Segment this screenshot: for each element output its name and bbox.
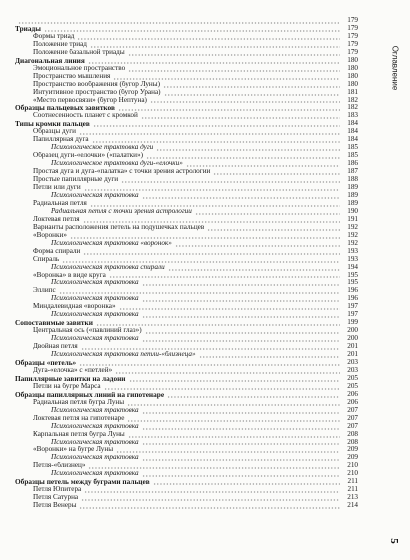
toc-entry[interactable] bbox=[15, 478, 358, 486]
toc-entry-page: 209 bbox=[347, 454, 358, 462]
toc-entry[interactable] bbox=[15, 41, 358, 49]
dot-leader bbox=[79, 129, 340, 135]
toc-entry[interactable] bbox=[15, 73, 358, 81]
toc-entry-title: Форма спирали bbox=[33, 247, 81, 255]
dot-leader bbox=[213, 169, 340, 175]
dot-leader bbox=[119, 304, 340, 310]
toc-entry-title: Центральная ось («павлиний глаз») bbox=[33, 327, 142, 335]
toc-entry-title: Интуитивное пространство (бугор Урана) bbox=[33, 88, 161, 96]
toc-entry-page: 209 bbox=[347, 446, 358, 454]
toc-entry-title: Психологическая трактовка bbox=[51, 438, 139, 446]
dot-leader bbox=[128, 66, 340, 72]
toc-entry-title: Психологическое трактовка дуги bbox=[51, 144, 154, 152]
toc-entry-page: 192 bbox=[347, 223, 358, 231]
toc-entry-page: 213 bbox=[347, 494, 358, 502]
toc-entry-page: 206 bbox=[347, 390, 358, 398]
toc-entry-page: 187 bbox=[347, 168, 358, 176]
toc-entry[interactable] bbox=[15, 168, 358, 176]
toc-entry-page: 195 bbox=[347, 279, 358, 287]
toc-entry[interactable] bbox=[15, 279, 358, 287]
toc-entry[interactable] bbox=[15, 486, 358, 494]
toc-entry-page: 194 bbox=[347, 263, 358, 271]
toc-entry[interactable] bbox=[15, 176, 358, 184]
toc-entry-title: Дуга-«елочка» с «петлей» bbox=[33, 366, 113, 374]
toc-entry-page: 200 bbox=[347, 327, 358, 335]
dot-leader bbox=[88, 58, 340, 64]
toc-entry[interactable] bbox=[15, 33, 358, 41]
toc-entry-title: Простые папиллярные дуги bbox=[33, 176, 119, 184]
toc-entry-title: Петля-«близнец» bbox=[33, 462, 86, 470]
dot-leader bbox=[207, 225, 340, 231]
toc-entry[interactable] bbox=[15, 272, 358, 280]
dot-leader bbox=[127, 400, 340, 406]
toc-entry[interactable] bbox=[15, 112, 358, 120]
dot-leader bbox=[93, 121, 340, 127]
dot-leader bbox=[90, 42, 340, 48]
toc-entry-title: Положение базальной триады bbox=[33, 48, 125, 56]
toc-entry-page: 179 bbox=[347, 32, 358, 40]
toc-entry-page: 201 bbox=[347, 351, 358, 359]
dot-leader bbox=[116, 447, 340, 453]
toc-entry-title: Эллипс bbox=[33, 287, 56, 295]
toc-entry-title: Образец дуги-«елочки» («палатки») bbox=[33, 152, 144, 160]
toc-entry[interactable] bbox=[15, 97, 358, 105]
toc-entry-page: 180 bbox=[347, 72, 358, 80]
toc-entry-page: 183 bbox=[347, 112, 358, 120]
toc-entry-page: 197 bbox=[347, 303, 358, 311]
toc-entry-title: Петля Венеры bbox=[33, 502, 77, 510]
toc-entry[interactable] bbox=[15, 502, 358, 510]
running-header bbox=[389, 18, 401, 118]
dot-leader bbox=[109, 272, 340, 278]
dot-leader bbox=[77, 34, 340, 40]
toc-entry[interactable] bbox=[15, 248, 358, 256]
dot-leader bbox=[84, 487, 340, 493]
toc-entry[interactable] bbox=[15, 359, 358, 367]
toc-entry-title: Формы триад bbox=[33, 32, 75, 40]
toc-entry[interactable] bbox=[15, 375, 358, 383]
toc-entry-page: 186 bbox=[347, 160, 358, 168]
toc-entry[interactable] bbox=[15, 160, 358, 168]
toc-entry-title: «Воронки» на бугре Луны bbox=[33, 446, 114, 454]
toc-entry[interactable] bbox=[15, 25, 358, 33]
dot-leader bbox=[118, 105, 340, 111]
toc-entry-page: 196 bbox=[347, 287, 358, 295]
dot-leader bbox=[18, 18, 340, 24]
toc-entry-page: 180 bbox=[347, 80, 358, 88]
toc-entry-page: 179 bbox=[347, 24, 358, 32]
toc-entry-title: Эмоциональное пространство bbox=[33, 64, 126, 72]
toc-entry-title: Радиальная петля с точки зрения астрологии bbox=[51, 207, 192, 215]
toc-entry[interactable] bbox=[15, 343, 358, 351]
toc-entry-title: Петля Юпитера bbox=[33, 486, 82, 494]
toc-entry[interactable] bbox=[15, 216, 358, 224]
dot-leader bbox=[142, 424, 340, 430]
toc-entry[interactable] bbox=[15, 89, 358, 97]
dot-leader bbox=[104, 384, 340, 390]
dot-leader bbox=[96, 320, 340, 326]
toc-entry-title: Двойная петля bbox=[33, 343, 78, 351]
toc-entry-page: 191 bbox=[347, 215, 358, 223]
toc-entry-title: Варианты расположения петель на подушечках пальцев bbox=[33, 223, 205, 231]
toc-entry[interactable] bbox=[15, 383, 358, 391]
toc-entry[interactable] bbox=[15, 391, 358, 399]
toc-entry-page: 214 bbox=[347, 502, 358, 510]
toc-entry[interactable] bbox=[15, 423, 358, 431]
toc-entry-page: 180 bbox=[347, 56, 358, 64]
toc-entry-page: 189 bbox=[347, 191, 358, 199]
toc-entry-page: 182 bbox=[347, 96, 358, 104]
toc-entry-title: Пространство мышления bbox=[33, 72, 111, 80]
dot-leader bbox=[129, 376, 340, 382]
dot-leader bbox=[195, 209, 340, 215]
toc-entry[interactable] bbox=[15, 351, 358, 359]
table-of-contents bbox=[15, 17, 358, 510]
toc-entry-title: Психологическая трактовка спирали bbox=[51, 263, 165, 271]
toc-entry-title: Психологическая трактовка петли-«близнеца» bbox=[51, 351, 196, 359]
toc-entry[interactable] bbox=[15, 128, 358, 136]
dot-leader bbox=[142, 193, 340, 199]
toc-entry-page: 184 bbox=[347, 120, 358, 128]
toc-entry-page: 190 bbox=[347, 207, 358, 215]
toc-entry[interactable] bbox=[15, 49, 358, 57]
dot-leader bbox=[88, 463, 340, 469]
toc-entry[interactable] bbox=[15, 367, 358, 375]
toc-entry[interactable] bbox=[15, 192, 358, 200]
toc-entry-page: 211 bbox=[347, 486, 358, 494]
toc-entry[interactable] bbox=[15, 454, 358, 462]
toc-entry-page: 207 bbox=[347, 406, 358, 414]
dot-leader bbox=[142, 439, 340, 445]
toc-entry-title: Психологическая трактовка bbox=[51, 295, 139, 303]
toc-entry[interactable] bbox=[15, 57, 358, 65]
toc-entry-title: Триады bbox=[15, 24, 41, 33]
dot-leader bbox=[150, 97, 340, 103]
toc-entry[interactable] bbox=[15, 431, 358, 439]
dot-leader bbox=[156, 145, 340, 151]
dot-leader bbox=[142, 455, 340, 461]
toc-entry[interactable] bbox=[15, 152, 358, 160]
dot-leader bbox=[128, 50, 340, 56]
toc-entry-page: 211 bbox=[347, 478, 358, 486]
toc-entry-page: 185 bbox=[347, 144, 358, 152]
dot-leader bbox=[128, 432, 340, 438]
toc-entry-title: Петли или дуги bbox=[33, 184, 81, 192]
dot-leader bbox=[142, 471, 340, 477]
toc-entry[interactable] bbox=[15, 184, 358, 192]
dot-leader bbox=[62, 257, 340, 263]
toc-entry[interactable] bbox=[15, 232, 358, 240]
dot-leader bbox=[79, 503, 340, 509]
toc-entry-page: 207 bbox=[347, 414, 358, 422]
toc-entry-page: 179 bbox=[347, 48, 358, 56]
dot-leader bbox=[199, 352, 340, 358]
toc-entry-title: Положение триад bbox=[33, 40, 87, 48]
toc-entry-title: «Место первосвязи» (бугор Нептуна) bbox=[33, 96, 147, 104]
toc-entry-page: 188 bbox=[347, 176, 358, 184]
toc-entry-title: Радиальная петля bbox=[33, 199, 87, 207]
toc-entry-page: 197 bbox=[347, 311, 358, 319]
toc-entry[interactable] bbox=[15, 446, 358, 454]
dot-leader bbox=[121, 177, 340, 183]
dot-leader bbox=[142, 312, 340, 318]
toc-entry[interactable] bbox=[15, 462, 358, 470]
toc-entry[interactable] bbox=[15, 264, 358, 272]
dot-leader bbox=[127, 416, 340, 422]
toc-entry-page: 205 bbox=[347, 374, 358, 382]
toc-entry-title: Локтевая петля на гипотенаре bbox=[33, 414, 125, 422]
toc-entry-title: Петля Сатурна bbox=[33, 494, 79, 502]
dot-leader bbox=[145, 328, 340, 334]
toc-entry-title: Психологическая трактовка bbox=[51, 335, 139, 343]
toc-entry-title: Спираль bbox=[33, 255, 60, 263]
toc-entry-page: 182 bbox=[347, 104, 358, 112]
toc-entry-page: 206 bbox=[347, 398, 358, 406]
dot-leader bbox=[142, 296, 340, 302]
toc-entry[interactable] bbox=[15, 439, 358, 447]
dot-leader bbox=[44, 26, 340, 32]
dot-leader bbox=[146, 153, 340, 159]
dot-leader bbox=[83, 217, 340, 223]
toc-entry[interactable] bbox=[15, 295, 358, 303]
toc-entry-title: Образцы петель между буграми пальцев bbox=[15, 478, 150, 487]
toc-entry[interactable] bbox=[15, 311, 358, 319]
toc-entry-title: Локтевая петля bbox=[33, 215, 80, 223]
toc-entry-title: «Воронка» в виде круга bbox=[33, 271, 106, 279]
toc-entry-title: Психологическое трактовка дуги-«елочки» bbox=[51, 160, 183, 168]
dot-leader bbox=[186, 161, 340, 167]
toc-entry-page: 192 bbox=[347, 239, 358, 247]
toc-entry-page: 184 bbox=[347, 136, 358, 144]
dot-leader bbox=[59, 288, 340, 294]
dot-leader bbox=[90, 201, 340, 207]
toc-entry-title: Образцы папиллярных линий на гипотенаре bbox=[15, 390, 165, 399]
toc-entry-title: Соотнесенность планет с кромкой bbox=[33, 112, 138, 120]
toc-entry[interactable] bbox=[15, 327, 358, 335]
toc-entry-page: 208 bbox=[347, 430, 358, 438]
dot-leader bbox=[164, 90, 340, 96]
dot-leader bbox=[168, 265, 340, 271]
dot-leader bbox=[163, 82, 340, 88]
dot-leader bbox=[115, 368, 340, 374]
toc-entry-page: 200 bbox=[347, 335, 358, 343]
toc-entry[interactable] bbox=[15, 200, 358, 208]
dot-leader bbox=[83, 249, 340, 255]
dot-leader bbox=[141, 113, 340, 119]
page-number-label: 5 bbox=[388, 538, 400, 544]
dot-leader bbox=[70, 233, 340, 239]
dot-leader bbox=[84, 185, 340, 191]
toc-entry-page: 189 bbox=[347, 184, 358, 192]
toc-entry[interactable] bbox=[15, 303, 358, 311]
toc-entry[interactable] bbox=[15, 65, 358, 73]
toc-entry-title: Психологическая трактовка bbox=[51, 279, 139, 287]
toc-entry[interactable] bbox=[15, 256, 358, 264]
toc-entry-page: 193 bbox=[347, 247, 358, 255]
toc-entry-title: Образцы дуги bbox=[33, 128, 76, 136]
dot-leader bbox=[175, 241, 340, 247]
toc-entry-title: Радиальная петля бугра Луны bbox=[33, 398, 125, 406]
toc-entry-title: Психологическая трактовка bbox=[51, 422, 139, 430]
toc-entry-page: 201 bbox=[347, 343, 358, 351]
dot-leader bbox=[142, 336, 340, 342]
toc-entry-page: 203 bbox=[347, 366, 358, 374]
dot-leader bbox=[92, 137, 340, 143]
toc-entry-page: 196 bbox=[347, 295, 358, 303]
dot-leader bbox=[153, 479, 340, 485]
toc-entry-title: Папиллярная дуга bbox=[33, 136, 89, 144]
dot-leader bbox=[167, 392, 340, 398]
toc-entry[interactable] bbox=[15, 224, 358, 232]
toc-entry-page: 193 bbox=[347, 255, 358, 263]
toc-entry-title: Типы кромки пальцев bbox=[15, 120, 90, 129]
toc-entry-title: Психологическая трактовка bbox=[51, 406, 139, 414]
toc-entry[interactable] bbox=[15, 470, 358, 478]
toc-entry-page: 180 bbox=[347, 64, 358, 72]
toc-entry-title: «Воронки» bbox=[33, 231, 67, 239]
toc-entry-page: 185 bbox=[347, 152, 358, 160]
toc-entry[interactable] bbox=[15, 208, 358, 216]
toc-entry-title: Образцы «петель» bbox=[15, 358, 77, 367]
dot-leader bbox=[142, 408, 340, 414]
toc-entry-page: 205 bbox=[347, 382, 358, 390]
toc-entry[interactable] bbox=[15, 407, 358, 415]
toc-entry[interactable] bbox=[15, 17, 358, 25]
toc-entry-title: Пространство воображения (бугор Луны) bbox=[33, 80, 160, 88]
dot-leader bbox=[79, 360, 340, 366]
toc-entry-page: 210 bbox=[347, 462, 358, 470]
dot-leader bbox=[142, 280, 340, 286]
section-title: Оглавление bbox=[390, 45, 400, 91]
toc-entry-title: Психологическая трактовка bbox=[51, 191, 139, 199]
toc-entry-page: 203 bbox=[347, 358, 358, 366]
dot-leader bbox=[113, 74, 340, 80]
toc-entry-page: 181 bbox=[347, 88, 358, 96]
toc-entry[interactable] bbox=[15, 136, 358, 144]
toc-entry-page: 179 bbox=[347, 40, 358, 48]
toc-entry[interactable] bbox=[15, 319, 358, 327]
toc-entry-title: Петли на бугре Марса bbox=[33, 382, 101, 390]
toc-entry-title: Миндалевидная «воронка» bbox=[33, 303, 116, 311]
toc-entry[interactable] bbox=[15, 415, 358, 423]
toc-entry-page: 195 bbox=[347, 271, 358, 279]
toc-entry[interactable] bbox=[15, 494, 358, 502]
toc-entry-title: Диагональная линия bbox=[15, 56, 85, 65]
toc-entry-title: Сопоставимые завитки bbox=[15, 319, 93, 328]
toc-entry-title: Психологическая трактовка «воронок» bbox=[51, 239, 172, 247]
toc-entry[interactable] bbox=[15, 240, 358, 248]
toc-entry[interactable] bbox=[15, 287, 358, 295]
toc-entry[interactable] bbox=[15, 104, 358, 112]
toc-entry[interactable] bbox=[15, 120, 358, 128]
page-number bbox=[389, 534, 399, 548]
toc-entry-page: 199 bbox=[347, 319, 358, 327]
dot-leader bbox=[81, 344, 340, 350]
toc-entry-title: Карпальная петля бугра Луны bbox=[33, 430, 125, 438]
toc-entry-page: 210 bbox=[347, 470, 358, 478]
toc-entry-page: 207 bbox=[347, 422, 358, 430]
toc-entry-page: 189 bbox=[347, 199, 358, 207]
toc-entry-title: Психологическая трактовка bbox=[51, 454, 139, 462]
toc-entry-title: Образцы пальцевых завитков bbox=[15, 104, 115, 113]
toc-entry-title: Психологическая трактовка bbox=[51, 470, 139, 478]
toc-entry-title: Психологическая трактовка bbox=[51, 311, 139, 319]
toc-entry[interactable] bbox=[15, 144, 358, 152]
toc-entry-page: 184 bbox=[347, 128, 358, 136]
dot-leader bbox=[81, 495, 340, 501]
toc-entry-page: 208 bbox=[347, 438, 358, 446]
toc-entry[interactable] bbox=[15, 335, 358, 343]
toc-entry-page: 179 bbox=[347, 17, 358, 24]
toc-entry-page: 192 bbox=[347, 231, 358, 239]
toc-entry-title: Папиллярные завитки на ладони bbox=[15, 374, 126, 383]
toc-entry-title: Простая дуга и дуга-«палатка» с точки зрения астрологии bbox=[33, 168, 211, 176]
toc-entry[interactable] bbox=[15, 81, 358, 89]
toc-entry[interactable] bbox=[15, 399, 358, 407]
